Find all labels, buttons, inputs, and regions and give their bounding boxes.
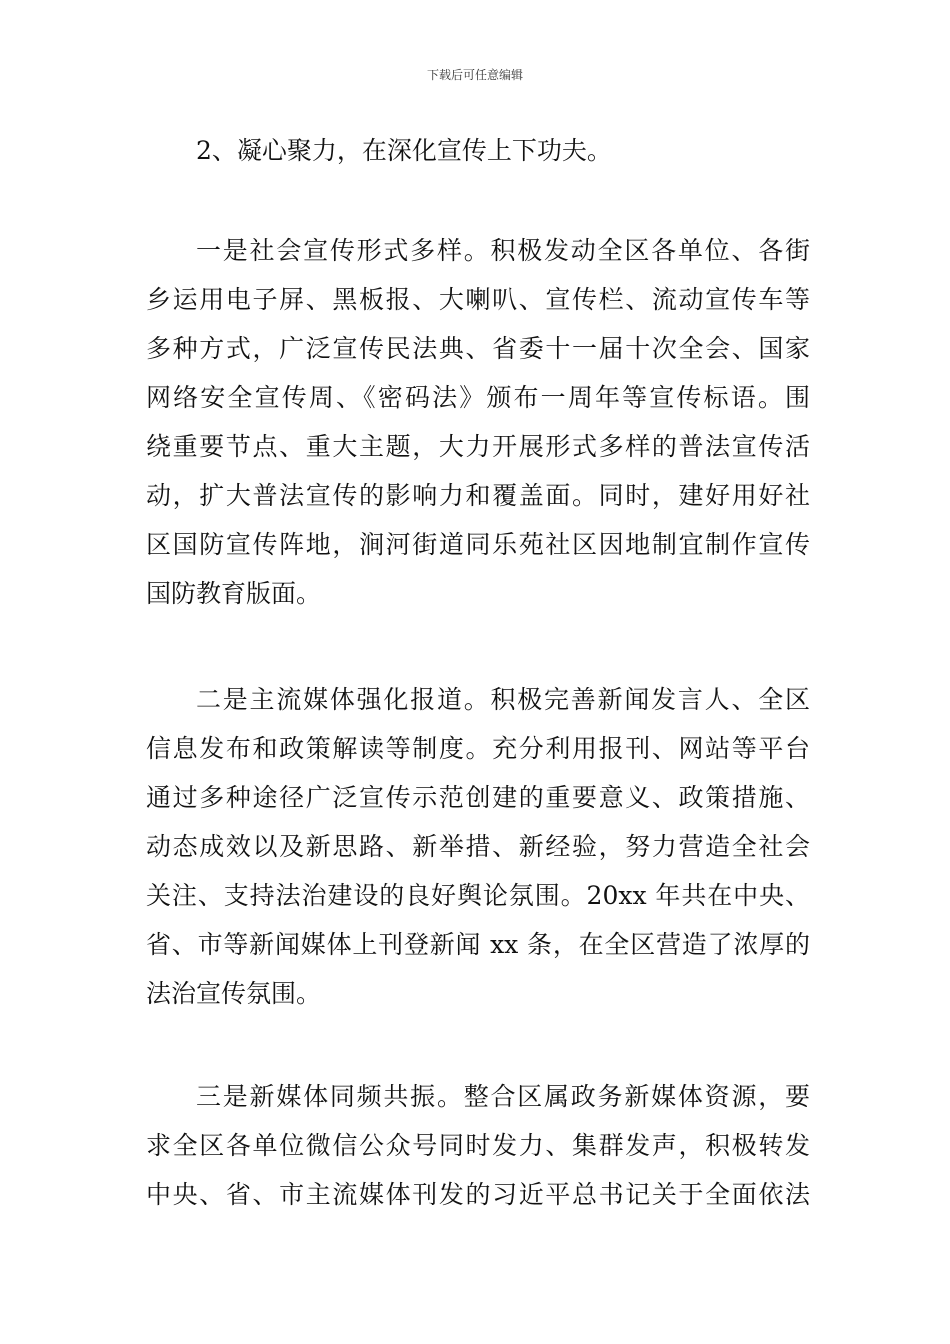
paragraph-line: 国防教育版面。 [146,579,322,608]
paragraph-line: 关注、支持法治建设的良好舆论氛围。20xx 年共在中央、 [146,881,810,910]
section-heading: 2、凝心聚力，在深化宣传上下功夫。 [196,136,612,165]
paragraph-line: 省、市等新闻媒体上刊登新闻 xx 条，在全区营造了浓厚的 [146,930,810,959]
paragraph-line: 多种方式，广泛宣传民法典、省委十一届十次全会、国家 [146,334,810,363]
header-note: 下载后可任意编辑 [426,68,523,82]
paragraph-line: 一是社会宣传形式多样。积极发动全区各单位、各街 [196,236,810,265]
paragraph-line: 网络安全宣传周、《密码法》颁布一周年等宣传标语。围 [146,383,810,412]
paragraph-line: 中央、省、市主流媒体刊发的习近平总书记关于全面依法 [146,1180,810,1209]
paragraph-3 [146,1072,810,1219]
paragraph-line: 信息发布和政策解读等制度。充分利用报刊、网站等平台 [146,734,810,763]
paragraph-line: 动，扩大普法宣传的影响力和覆盖面。同时，建好用好社 [146,481,810,510]
paragraph-line: 区国防宣传阵地，涧河街道同乐苑社区因地制宜制作宣传 [146,530,810,559]
section-heading-block [146,126,810,175]
paragraph-line: 二是主流媒体强化报道。积极完善新闻发言人、全区 [196,685,810,714]
paragraph-line: 通过多种途径广泛宣传示范创建的重要意义、政策措施、 [146,783,810,812]
paragraph-line: 绕重要节点、重大主题，大力开展形式多样的普法宣传活 [146,432,810,461]
paragraph-2 [146,675,810,1018]
paragraph-line: 法治宣传氛围。 [146,979,322,1008]
paragraph-line: 求全区各单位微信公众号同时发力、集群发声，积极转发 [146,1131,810,1160]
paragraph-line: 动态成效以及新思路、新举措、新经验，努力营造全社会 [146,832,810,861]
paragraph-line: 乡运用电子屏、黑板报、大喇叭、宣传栏、流动宣传车等 [146,285,810,314]
paragraph-line: 三是新媒体同频共振。整合区属政务新媒体资源，要 [196,1082,810,1111]
paragraph-1 [146,226,810,618]
